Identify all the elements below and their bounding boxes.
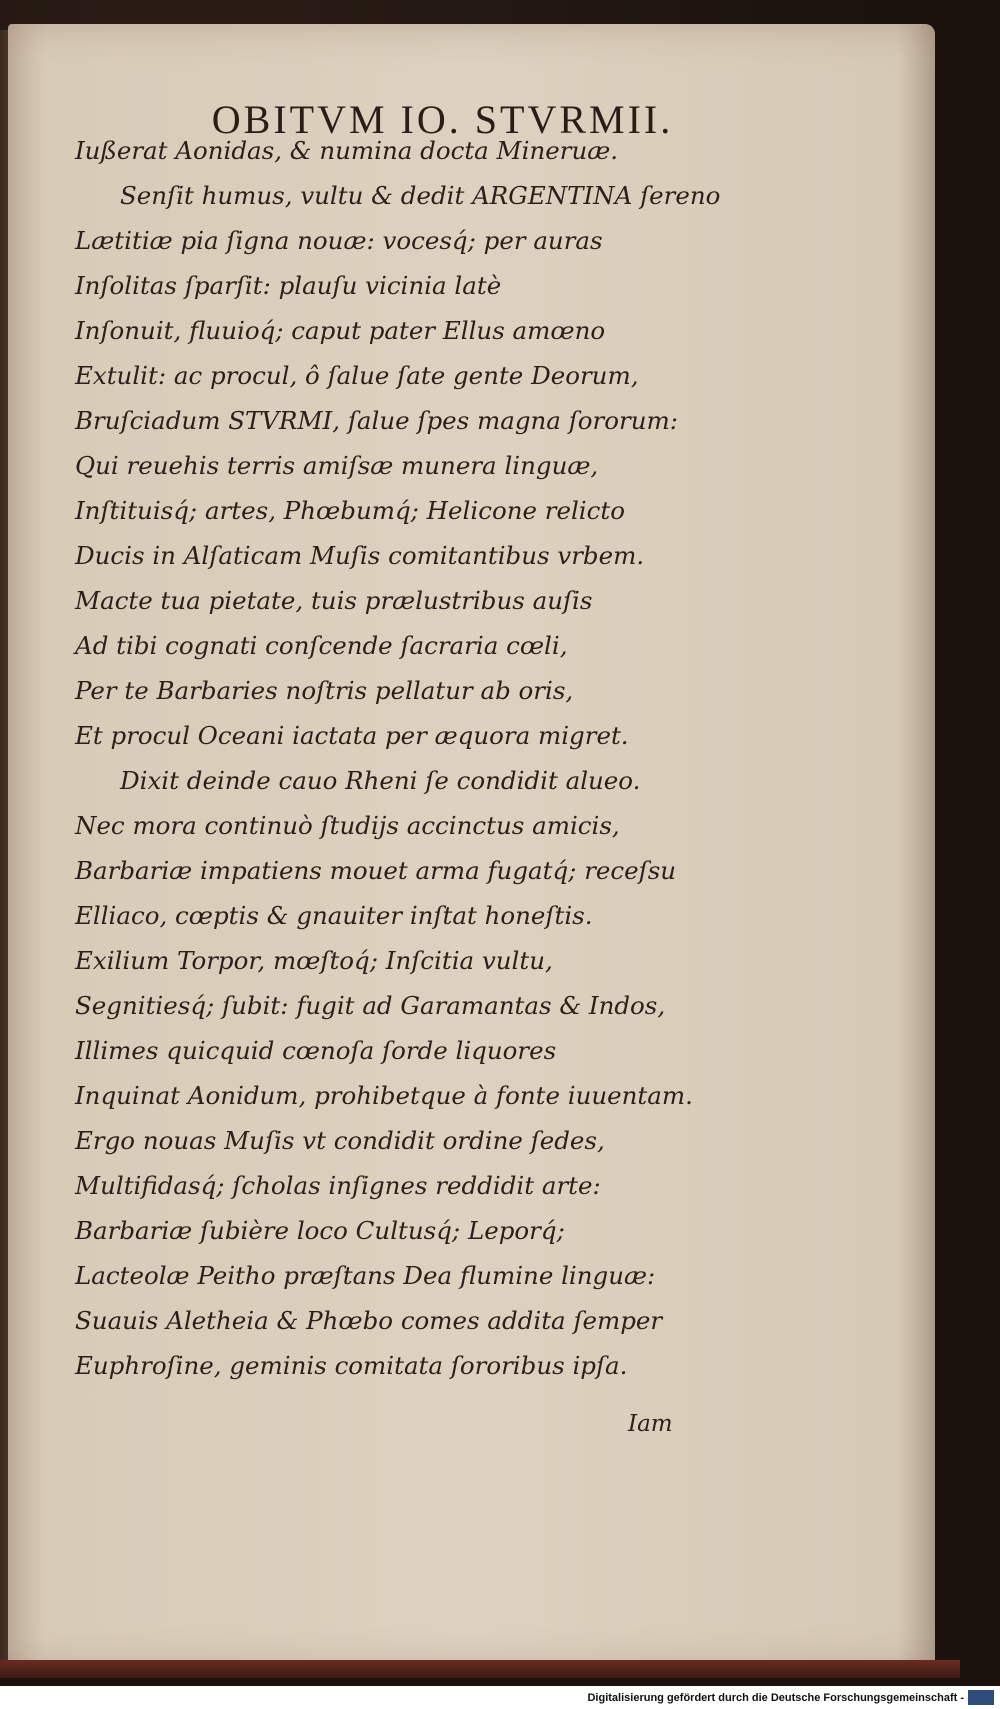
verse-line: Lætitiæ pia ſigna nouæ: vocesq́; per auras bbox=[75, 226, 603, 255]
verse-line: Barbariæ impatiens mouet arma fugatq́; receſsu bbox=[75, 856, 677, 885]
verse-line: Segnitiesq́; ſubit: fugit ad Garamantas & Indos, bbox=[75, 991, 666, 1020]
running-head: OBITVM IO. STVRMII. bbox=[211, 97, 674, 142]
verse-line: Senſit humus, vultu & dedit ARGENTINA ſereno bbox=[120, 181, 721, 210]
verse-line: Exilium Torpor, mœſtoq́; Inſcitia vultu, bbox=[75, 946, 553, 975]
verse-line: Illimes quicquid cœnoſa ſorde liquores bbox=[75, 1036, 557, 1065]
verse-line: Multifidasq́; ſcholas inſignes reddidit arte: bbox=[75, 1171, 601, 1200]
verse-line: Nec mora continuò ſtudijs accinctus amicis, bbox=[75, 811, 620, 840]
verse-line: Ducis in Alſaticam Muſis comitantibus vrbem. bbox=[75, 541, 645, 570]
book-bottom-edge bbox=[0, 1660, 960, 1678]
catchword: Iam bbox=[628, 1411, 673, 1437]
verse-line: Macte tua pietate, tuis prælustribus auſis bbox=[75, 586, 593, 615]
dfg-logo bbox=[968, 1690, 994, 1705]
verse-line: Ad tibi cognati conſcende ſacraria cœli, bbox=[75, 631, 568, 660]
verse-line: Inquinat Aonidum, prohibetque à fonte iuuentam. bbox=[75, 1081, 693, 1110]
verse-line: Inſonuit, fluuioq́; caput pater Ellus amœno bbox=[75, 316, 606, 345]
verse-line: Barbariæ ſubière loco Cultusq́; Leporq́; bbox=[75, 1216, 565, 1245]
verse-line: Dixit deinde cauo Rheni ſe condidit alueo. bbox=[120, 766, 641, 795]
verse-line: Iußerat Aonidas, & numina docta Mineruæ. bbox=[75, 136, 619, 165]
verse-line: Ergo nouas Muſis vt condidit ordine ſedes, bbox=[75, 1126, 605, 1155]
verse-line: Qui reuehis terris amiſsæ munera linguæ, bbox=[75, 451, 599, 480]
verse-line: Lacteolæ Peitho præſtans Dea flumine linguæ: bbox=[75, 1261, 656, 1290]
verse-line: Suauis Aletheia & Phœbo comes addita ſemper bbox=[75, 1306, 663, 1335]
verse-line: Euphroſine, geminis comitata ſororibus ipſa. bbox=[75, 1351, 628, 1380]
verse-line: Elliaco, cœptis & gnauiter inſtat honeſtis. bbox=[75, 901, 593, 930]
verse-line: Extulit: ac procul, ô ſalue ſate gente Deorum, bbox=[75, 361, 639, 390]
verse-line: Inſtituisq́; artes, Phœbumq́; Helicone relicto bbox=[75, 496, 625, 525]
verse-line: Bruſciadum STVRMI, ſalue ſpes magna ſororum: bbox=[75, 406, 678, 435]
verse-line: Per te Barbaries noſtris pellatur ab oris, bbox=[75, 676, 574, 705]
funding-credit: Digitalisierung gefördert durch die Deutsche Forschungsgemeinschaft - bbox=[587, 1692, 964, 1704]
verse-line: Et procul Oceani iactata per æquora migret. bbox=[75, 721, 629, 750]
verse-line: Inſolitas ſparſit: plauſu vicinia latè bbox=[75, 271, 502, 300]
